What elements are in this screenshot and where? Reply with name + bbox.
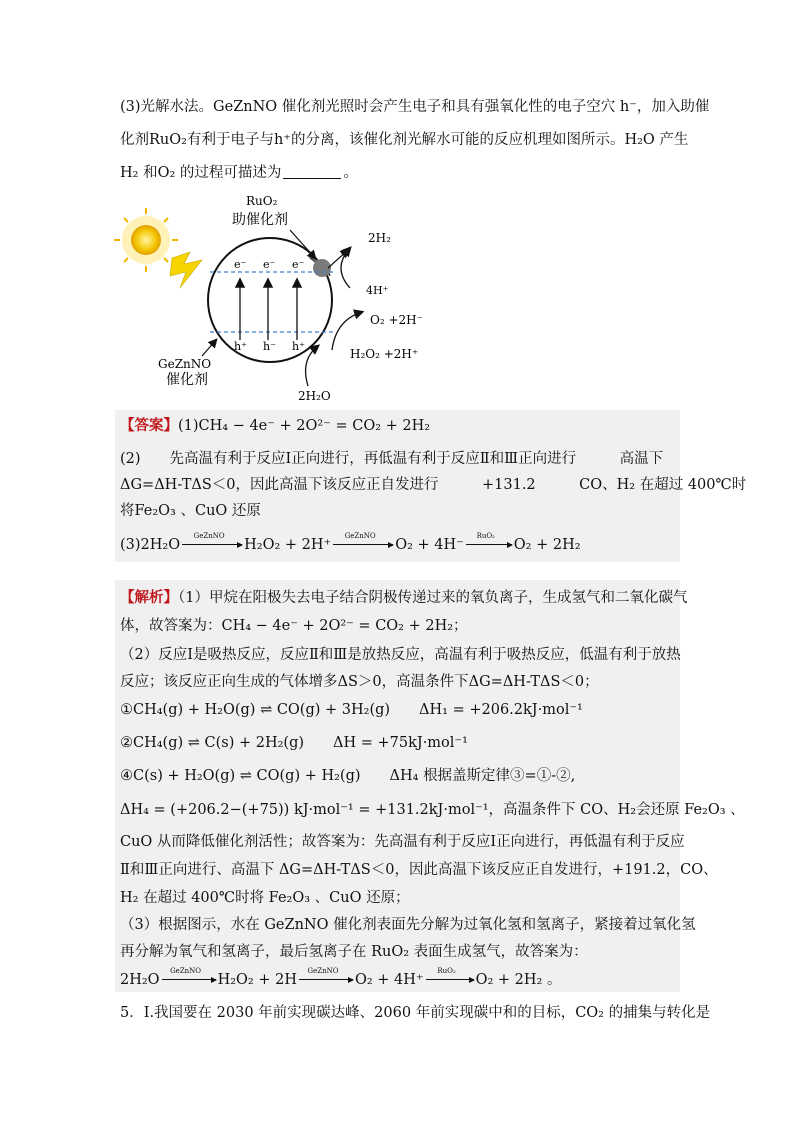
question-5: 5．Ⅰ.我国要在 2030 年前实现碳达峰、2060 年前实现碳中和的目标，CO₂ 的捕集与转化是 (120, 1005, 711, 1021)
p3-eq-mid1: H₂O₂ + 2H (217, 972, 297, 988)
analysis-p1-1: （1）甲烷在阳极失去电子结合阴极传递过来的氧负离子，生成氢气和二氧化碳气 (178, 590, 688, 606)
catalyst-label-cn: 催化剂 (166, 372, 208, 388)
equation-5: ΔH₄ = (+206.2−(+75)) kJ·mol⁻¹ = +131.2kJ·mol⁻¹，高温条件下 CO、H₂会还原 Fe₂O₃ 、 (120, 802, 745, 818)
lightning-icon (170, 252, 202, 288)
p3-arrow-2: GeZnNO (299, 969, 353, 980)
answer-blank (283, 164, 341, 179)
answer-1: (1)CH₄ − 4e⁻ + 2O²⁻ = CO₂ + 2H₂ (178, 418, 431, 434)
electron-label-3: e⁻ (292, 258, 305, 271)
product-o2: O₂ +2H⁻ (370, 313, 423, 327)
analysis-p1-2: 体，故答案为：CH₄ − 4e⁻ + 2O²⁻ = CO₂ + 2H₂； (120, 618, 468, 634)
hole-label-1: h⁺ (234, 340, 247, 353)
analysis-p2-3: CuO 从而降低催化剂活性；故答案为：先高温有利于反应Ⅰ正向进行，再低温有利于反应 (120, 834, 685, 850)
analysis-p3-1: （3）根据图示，水在 GeZnNO 催化剂表面先分解为过氧化氢和氢离子，紧接着过氧化氢 (120, 917, 696, 933)
ruo2-label: RuO₂ (246, 194, 278, 208)
product-h2o2: H₂O₂ +2H⁺ (350, 347, 419, 361)
analysis-line-1 (120, 588, 687, 608)
analysis-p2-1: （2）反应Ⅰ是吸热反应，反应Ⅱ和Ⅲ是放热反应，高温有利于吸热反应，低温有利于放热 (120, 647, 681, 663)
mechanism-diagram (110, 190, 450, 410)
p3-arrow-3: RuO₂ (426, 969, 474, 980)
question-line-3 (120, 163, 358, 183)
electron-label-2: e⁻ (263, 258, 276, 271)
p3-arrow-1: GeZnNO (162, 969, 216, 980)
arrow-ruo2: RuO₂ (466, 534, 512, 545)
catalyst-label: GeZnNO (158, 357, 212, 371)
answer-3-mid2: O₂ + 4H⁻ (395, 537, 464, 553)
analysis-p3-2: 再分解为氧气和氢离子，最后氢离子在 RuO₂ 表面生成氢气，故答案为： (120, 944, 588, 960)
answer-line-1 (120, 416, 430, 436)
p3-eq-end: O₂ + 2H₂ 。 (475, 972, 562, 988)
reactant-2h2o: 2H₂O (298, 389, 331, 403)
answer-2-line-3: 将Fe₂O₃ 、CuO 还原 (120, 503, 261, 519)
sun-icon (114, 208, 178, 272)
p3-eq-start: 2H₂O (120, 972, 160, 988)
electron-label-1: e⁻ (234, 258, 247, 271)
answer-3 (120, 534, 581, 555)
question-line-3-end: 。 (343, 165, 358, 181)
analysis-p2-2: 反应；该反应正向生成的气体增多ΔS＞0，高温条件下ΔG=ΔH-TΔS＜0； (120, 674, 599, 690)
answer-2-line-2: ΔG=ΔH-TΔS＜0，因此高温下该反应正自发进行 +131.2 CO、H₂ 在超过 400℃时 (120, 477, 747, 493)
reactant-4h: 4H⁺ (366, 284, 389, 297)
arrow-gezno-1: GeZnNO (182, 534, 242, 545)
cocatalyst-label: 助催化剂 (232, 212, 288, 228)
analysis-p2-4: Ⅱ和Ⅲ正向进行、高温下 ΔG=ΔH-TΔS＜0，因此高温下该反应正自发进行，+191.2，CO、 (120, 862, 718, 878)
answer-3-start: (3)2H₂O (120, 537, 181, 553)
equation-4: ④C(s) + H₂O(g) ⇌ CO(g) + H₂(g) ΔH₄ 根据盖斯定律③=①-②, (120, 768, 576, 784)
arrow-gezno-2: GeZnNO (333, 534, 393, 545)
p3-eq-mid2: O₂ + 4H⁺ (354, 972, 424, 988)
question-line-2: 化剂RuO₂有利于电子与h⁺的分离，该催化剂光解水可能的反应机理如图所示。H₂O 产生 (120, 132, 689, 148)
product-2h2: 2H₂ (368, 231, 391, 245)
answer-label: 【答案】 (120, 417, 178, 434)
answer-3-end: O₂ + 2H₂ (513, 537, 581, 553)
analysis-p3-eq (120, 969, 561, 990)
hole-label-3: h⁺ (292, 340, 305, 353)
equation-1: ①CH₄(g) + H₂O(g) ⇌ CO(g) + 3H₂(g) ΔH₁ = +206.2kJ·mol⁻¹ (120, 702, 583, 718)
hole-label-2: h⁻ (263, 340, 276, 353)
answer-2-line-1: (2) 先高温有利于反应Ⅰ正向进行，再低温有利于反应Ⅱ和Ⅲ正向进行 高温下 (120, 451, 664, 467)
question-line-3-text: H₂ 和O₂ 的过程可描述为 (120, 165, 282, 181)
equation-2: ②CH₄(g) ⇌ C(s) + 2H₂(g) ΔH = +75kJ·mol⁻¹ (120, 735, 468, 751)
analysis-p2-5: H₂ 在超过 400℃时将 Fe₂O₃ 、CuO 还原； (120, 890, 410, 906)
analysis-label: 【解析】 (120, 589, 178, 606)
answer-3-mid1: H₂O₂ + 2H⁺ (244, 537, 332, 553)
question-line-1: (3)光解水法。GeZnNO 催化剂光照时会产生电子和具有强氧化性的电子空穴 h⁻，加入助催 (120, 99, 710, 115)
